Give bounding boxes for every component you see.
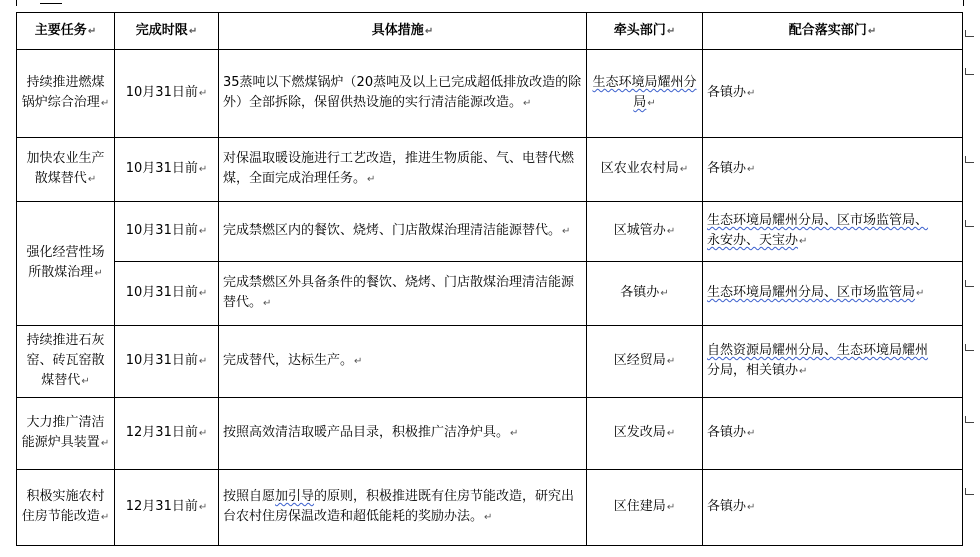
deadline-cell: 10月31日前↵: [115, 138, 219, 202]
task-cell: 加快农业生产散煤替代↵: [17, 138, 115, 202]
coop-cell: 各镇办↵: [703, 138, 963, 202]
previous-table-edge: [16, 0, 964, 6]
measures-cell: 按照自愿加引导的原则，积极推进既有住房节能改造，研究出台农村住房保温改造和超低能耗的奖励办法。↵: [219, 470, 587, 546]
deadline-cell: 10月31日前↵: [115, 202, 219, 262]
table-row: [17, 202, 963, 262]
row-end-mark: [965, 344, 974, 351]
measures-cell: 完成禁燃区内的餐饮、烧烤、门店散煤治理清洁能源替代。↵: [219, 202, 587, 262]
header-lead: 牵头部门↵: [587, 13, 703, 50]
lead-cell: 区发改局↵: [587, 398, 703, 470]
row-end-mark: [965, 280, 974, 287]
deadline-cell: 10月31日前↵: [115, 262, 219, 326]
measures-cell: 对保温取暖设施进行工艺改造，推进生物质能、气、电替代燃煤，全面完成治理任务。↵: [219, 138, 587, 202]
lead-cell: 区住建局↵: [587, 470, 703, 546]
coop-cell: 自然资源局耀州分局、生态环境局耀州 分局，相关镇办↵: [703, 326, 963, 398]
header-measures: 具体措施↵: [219, 13, 587, 50]
lead-cell: 生态环境局耀州分局↵: [587, 50, 703, 138]
task-cell: 强化经营性场所散煤治理↵: [17, 202, 115, 326]
row-end-mark: [965, 220, 974, 227]
deadline-cell: 10月31日前↵: [115, 50, 219, 138]
table-row: [17, 262, 963, 326]
task-cell: 持续推进燃煤锅炉综合治理↵: [17, 50, 115, 138]
task-cell: 大力推广清洁能源炉具装置↵: [17, 398, 115, 470]
header-deadline: 完成时限↵: [115, 13, 219, 50]
lead-cell: 各镇办↵: [587, 262, 703, 326]
previous-table-mark: [40, 0, 62, 4]
row-end-mark: [965, 488, 974, 495]
table-row: [17, 50, 963, 138]
measures-cell: 完成禁燃区外具备条件的餐饮、烧烤、门店散煤治理清洁能源替代。↵: [219, 262, 587, 326]
row-end-mark: [965, 68, 974, 75]
row-end-mark: [965, 30, 974, 37]
table-row: [17, 138, 963, 202]
lead-cell: 区农业农村局↵: [587, 138, 703, 202]
header-coop: 配合落实部门↵: [703, 13, 963, 50]
header-task: 主要任务↵: [17, 13, 115, 50]
header-row: [17, 13, 963, 50]
coop-cell: 各镇办↵: [703, 50, 963, 138]
table-row: [17, 398, 963, 470]
coop-cell: 各镇办↵: [703, 470, 963, 546]
deadline-cell: 12月31日前↵: [115, 470, 219, 546]
deadline-cell: 12月31日前↵: [115, 398, 219, 470]
measures-cell: 按照高效清洁取暖产品目录，积极推广洁净炉具。↵: [219, 398, 587, 470]
row-end-marks: [963, 12, 980, 557]
row-end-mark: [965, 416, 974, 423]
task-table: [16, 12, 963, 546]
table-row: [17, 470, 963, 546]
task-cell: 积极实施农村住房节能改造↵: [17, 470, 115, 546]
coop-cell: 各镇办↵: [703, 398, 963, 470]
lead-cell: 区城管办↵: [587, 202, 703, 262]
table-row: [17, 326, 963, 398]
measures-cell: 完成替代，达标生产。↵: [219, 326, 587, 398]
lead-cell: 区经贸局↵: [587, 326, 703, 398]
coop-cell: 生态环境局耀州分局、区市场监管局、 永安办、天宝办↵: [703, 202, 963, 262]
deadline-cell: 10月31日前↵: [115, 326, 219, 398]
row-end-mark: [965, 156, 974, 163]
coop-cell: 生态环境局耀州分局、区市场监管局↵: [703, 262, 963, 326]
task-cell: 持续推进石灰窑、砖瓦窑散煤替代↵: [17, 326, 115, 398]
measures-cell: 35蒸吨以下燃煤锅炉（20蒸吨及以上已完成超低排放改造的除外）全部拆除，保留供热设施的实行清洁能源改造。↵: [219, 50, 587, 138]
